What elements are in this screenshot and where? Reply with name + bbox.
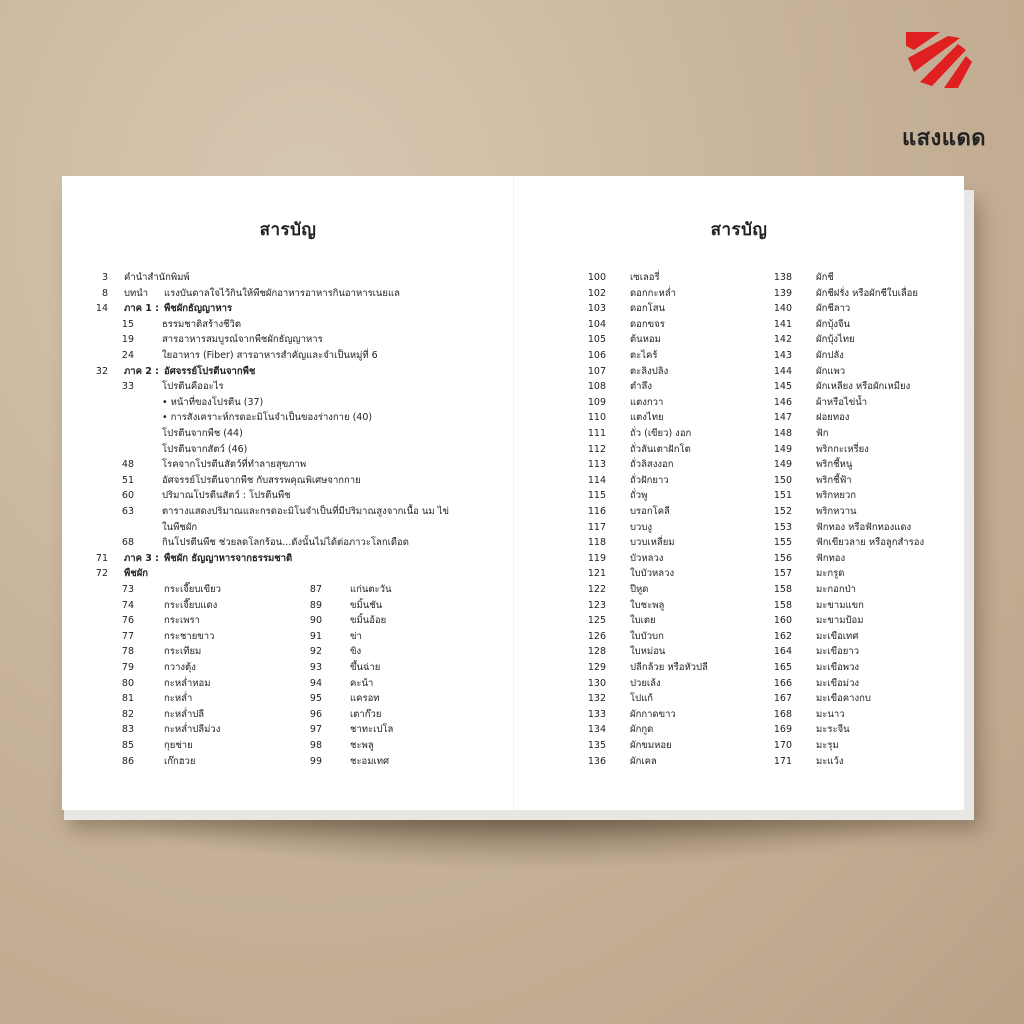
toc-page-number: 15 [121,318,134,330]
toc-entry: ผักชีลาว [816,303,851,315]
toc-entry: กระเทียม [164,646,202,658]
toc-page-number: 119 [587,552,606,564]
toc-page-number: 87 [309,584,322,595]
toc-page-number: 134 [587,724,606,736]
toc-page-number: 113 [587,459,606,471]
toc-entry: ขึ้นฉ่าย [350,662,381,673]
toc-entry: ปลีกล้วย หรือหัวปลี [630,662,708,673]
toc-entry: ภาค 2 : [124,365,159,377]
toc-entry: กะหล่ำปลี [164,708,205,720]
toc-entry: ดอกขจร [630,318,665,330]
toc-entry: พริกหยวก [816,490,857,502]
toc-page-number: 83 [121,724,134,736]
toc-page-number: 110 [587,412,606,424]
toc-entry: ขมิ้นอ้อย [350,615,387,627]
toc-entry: • หน้าที่ของโปรตีน (37) [162,396,264,408]
toc-page-number: 171 [773,755,792,767]
toc-entry: กินโปรตีนพืช ช่วยลดโลกร้อน...ดังนั้นไม่ได้ต่อภาวะโลกเดือด [162,537,409,549]
toc-page-number: 71 [95,552,108,564]
toc-entry: ผักชี [816,272,834,283]
toc-page-number: 140 [773,303,792,315]
toc-page-number: 107 [587,365,606,377]
toc-entry: โปรตีนจากพืช (44) [162,428,243,439]
toc-page-number: 48 [121,459,134,471]
left-page [62,176,514,810]
toc-entry: ฝอยทอง [816,412,850,424]
toc-entry: ในพืชผัก [162,521,198,533]
toc-page-number: 141 [773,318,792,330]
toc-page-number: 168 [773,708,792,720]
toc-entry: บัวหลวง [630,552,664,564]
toc-page-number: 89 [309,599,322,611]
toc-entry: แตงไทย [630,412,664,424]
toc-entry: ธรรมชาติสร้างชีวิต [162,318,242,330]
toc-entry: บทนำ [124,287,149,299]
toc-entry: พริกชี้หนู [816,459,853,471]
toc-page-number: 156 [773,552,792,564]
toc-page-number: 63 [121,506,134,517]
brand-name: แสงแดด [901,126,987,151]
toc-page-number: 135 [587,740,606,751]
toc-entry-title: พืชผักธัญญาหาร [164,303,233,315]
toc-page-number: 118 [587,537,606,549]
toc-page-number: 97 [309,724,322,736]
toc-page-number: 136 [587,755,606,767]
right-page-title: สารบัญ [710,220,768,240]
toc-page-number: 167 [773,693,792,705]
toc-page-number: 125 [587,615,606,627]
toc-entry: พืชผัก [124,568,149,580]
toc-page-number: 157 [773,568,792,580]
brand-logo [880,28,1000,151]
toc-entry: ผักกาดขาว [630,708,676,720]
toc-page-number: 146 [773,396,792,408]
toc-page-number: 128 [587,646,606,658]
toc-entry: ขมิ้นชัน [350,599,383,611]
toc-page-number: 79 [121,662,134,673]
toc-page-number: 162 [773,630,792,642]
toc-page-number: 150 [773,474,792,486]
toc-entry: เตาก๊วย [350,708,382,720]
toc-page-number: 108 [587,381,606,393]
toc-entry: มะแว้ง [816,755,844,767]
toc-entry: ฟักเขียวลาย หรือลูกสำรอง [816,537,925,549]
toc-page-number: 105 [587,334,606,346]
toc-page-number: 102 [587,287,606,299]
toc-entry-title: พืชผัก ธัญญาหารจากธรรมชาติ [164,552,293,564]
toc-entry: ผักขมหอย [630,740,672,751]
toc-page-number: 74 [121,599,134,611]
toc-page-number: 19 [121,334,134,346]
toc-entry: ฟักทอง [816,552,846,564]
toc-entry: ภาค 3 : [124,552,159,564]
toc-page-number: 93 [309,662,322,673]
toc-entry: แก่นตะวัน [350,584,392,595]
toc-page-number: 78 [121,646,134,658]
sunburst-logo-icon [904,28,974,90]
toc-entry: มะนาว [816,708,845,720]
toc-page-number: 169 [773,724,792,736]
toc-page-number: 51 [121,474,134,486]
toc-page-number: 133 [587,708,606,720]
toc-entry-title: อัศจรรย์โปรตีนจากพืช [164,365,256,377]
toc-page-number: 91 [309,630,322,642]
toc-entry: ใบบัวบก [630,630,664,642]
toc-page-number: 170 [773,740,792,751]
toc-entry: เซเลอรี่ [630,272,660,283]
toc-page-number: 115 [587,490,606,502]
toc-page-number: 94 [309,677,322,689]
toc-entry: ถั่ว (เขียว) งอก [630,428,692,439]
toc-page-number: 103 [587,303,606,315]
toc-entry: มะกรูด [816,568,845,580]
toc-page-number: 96 [309,708,322,720]
toc-entry: มะเขือเทศ [816,630,859,642]
toc-entry: ตะไคร้ [630,350,658,361]
toc-page-number: 111 [587,428,606,439]
toc-entry: ปริมาณโปรตีนสัตว์ : โปรตีนพืช [162,490,291,502]
toc-page-number: 166 [773,677,792,689]
toc-entry: มะระจีน [816,724,850,736]
toc-page-number: 3 [101,272,108,283]
toc-page-number: 148 [773,428,792,439]
toc-page-number: 80 [121,677,134,689]
toc-entry: ใบชะพลู [630,599,665,611]
toc-page-number: 114 [587,474,606,486]
toc-entry-title: แรงบันดาลใจไว้กินให้พืชผักอาหารอาหารกินอาหารเนยแล [164,287,400,299]
toc-page-number: 142 [773,334,792,346]
toc-page-number: 77 [121,630,134,642]
toc-entry: ปีหูด [630,584,649,595]
toc-entry: ชะพลู [350,740,374,751]
toc-entry: บวบงู [630,521,653,533]
toc-page-number: 68 [121,537,134,549]
toc-page-number: 76 [121,615,134,627]
toc-entry: ใยอาหาร (Fiber) สารอาหารสำคัญและจำเป็นหมู่ที่ 6 [162,350,378,361]
toc-entry: ดอกกะหล่ำ [630,287,676,299]
toc-page-number: 73 [121,584,134,595]
toc-entry: บวบเหลี่ยม [630,537,675,549]
toc-page-number: 164 [773,646,792,658]
toc-entry: พริกหวาน [816,506,857,517]
toc-entry: ผักบุ้งจีน [816,318,851,330]
toc-entry: คะน้า [350,677,374,689]
toc-page-number: 158 [773,599,792,611]
toc-entry: ชาทะเปโล [350,724,394,736]
toc-entry: ตำลึง [630,381,652,393]
toc-page-number: 24 [121,350,134,361]
toc-entry: อัศจรรย์โปรตีนจากพืช กับสรรพคุณพิเศษจากกาย [162,474,361,486]
toc-entry: กุยช่าย [164,740,193,751]
toc-page-number: 72 [95,568,108,580]
toc-page-number: 98 [309,740,322,751]
toc-entry: พริกกะเหรี่ยง [816,443,869,455]
toc-page-number: 151 [773,490,792,502]
toc-entry: ผักปลัง [816,350,844,361]
toc-entry: มะขามแขก [816,599,864,611]
toc-page-number: 147 [773,412,792,424]
toc-page-number: 14 [95,303,108,315]
toc-entry: โปรตีนจากสัตว์ (46) [162,443,248,455]
toc-entry: กะหล่ำ [164,693,193,705]
toc-page-number: 104 [587,318,606,330]
toc-entry: ใบบัวหลวง [630,568,675,580]
toc-page-number: 155 [773,537,792,549]
toc-page-number: 8 [101,287,108,299]
toc-page-number: 165 [773,662,792,673]
toc-page-number: 32 [95,365,108,377]
toc-entry: มะเขือยาว [816,646,860,658]
toc-entry: โปรตีนคืออะไร [162,381,224,393]
toc-entry: ฟัก [816,428,829,439]
toc-page-number: 106 [587,350,606,361]
toc-entry: กระเจี๊ยบแดง [164,599,218,611]
toc-page-number: 126 [587,630,606,642]
toc-entry: ภาค 1 : [124,303,159,315]
toc-entry: ดอกโสน [630,303,666,315]
toc-entry: แครอท [350,693,380,705]
toc-entry: ผักเคล [630,755,657,767]
toc-entry: ผักเหลียง หรือผักเหมียง [816,381,911,393]
toc-entry: ฟักทอง หรือฟักทองแดง [816,521,912,533]
toc-page-number: 112 [587,443,606,455]
toc-page-number: 138 [773,272,792,283]
toc-entry: พริกชี้ฟ้า [816,474,852,486]
toc-entry: มะเขือคางกบ [816,693,871,705]
toc-page-number: 100 [587,272,606,283]
toc-page-number: 86 [121,755,134,767]
toc-page-number: 109 [587,396,606,408]
toc-entry: ถั่วฝักยาว [630,474,669,486]
toc-entry: โปแก้ [630,693,654,705]
toc-entry: บรอกโคลี [630,506,670,517]
left-page-title: สารบัญ [259,220,317,240]
toc-page-number: 123 [587,599,606,611]
toc-entry: กวางตุ้ง [164,662,196,673]
toc-entry: ตะลิงปลิง [630,365,669,377]
toc-page-number: 132 [587,693,606,705]
toc-entry: มะเขือม่วง [816,677,860,689]
toc-page-number: 153 [773,521,792,533]
toc-page-number: 121 [587,568,606,580]
toc-page-number: 92 [309,646,322,658]
toc-page-number: 129 [587,662,606,673]
right-page [514,176,964,810]
toc-page-number: 145 [773,381,792,393]
toc-entry: ถั่วลิสงงอก [630,459,674,471]
toc-page-number: 95 [309,693,322,705]
toc-entry: กระชายขาว [164,630,215,642]
toc-page-number: 130 [587,677,606,689]
toc-entry: ต้นหอม [630,334,661,346]
toc-entry: กระเพรา [164,615,200,627]
toc-page-number: 81 [121,693,134,705]
toc-page-number: 117 [587,521,606,533]
toc-entry: กะหล่ำหอม [164,677,211,689]
toc-entry: มะเขือพวง [816,662,860,673]
toc-entry: ถั่วพู [630,490,648,502]
toc-entry: โรคจากโปรตีนสัตว์ที่ทำลายสุขภาพ [162,459,307,471]
toc-entry: ผ้าหรือไข่น้ำ [816,396,868,408]
toc-page-number: 160 [773,615,792,627]
toc-page-number: 139 [773,287,792,299]
toc-entry: คำนำสำนักพิมพ์ [124,272,190,283]
toc-page-number: 99 [309,755,322,767]
toc-entry: ตารางแสดงปริมาณและกรดอะมิโนจำเป็นที่มีปริมาณสูงจากเนื้อ นม ไข่ [162,506,449,517]
toc-entry: ข่า [350,630,362,642]
toc-page-number: 82 [121,708,134,720]
toc-entry: ผักแพว [816,365,846,377]
toc-entry: ปวยเล้ง [630,677,661,689]
toc-page-number: 152 [773,506,792,517]
toc-entry: มะรุม [816,740,839,751]
toc-page-number: 90 [309,615,322,627]
toc-page-number: 158 [773,584,792,595]
toc-entry: ผักบุ้งไทย [816,334,855,346]
toc-entry: ผักกูด [630,724,654,736]
toc-entry: กะหล่ำปลีม่วง [164,724,221,736]
toc-entry: สารอาหารสมบูรณ์จากพืชผักธัญญาหาร [162,334,323,346]
toc-page-number: 85 [121,740,134,751]
toc-entry: มะกอกป่า [816,584,856,595]
toc-entry: กระเจี๊ยบเขียว [164,584,222,595]
toc-page-number: 116 [587,506,606,517]
toc-page-number: 143 [773,350,792,361]
toc-page-number: 149 [773,443,792,455]
toc-page-number: 144 [773,365,792,377]
toc-page-number: 149 [773,459,792,471]
toc-page-number: 60 [121,490,134,502]
toc-entry: ใบเตย [630,615,656,627]
toc-entry: ผักชีฝรั่ง หรือผักชีใบเลื่อย [816,287,918,299]
toc-page-number: 33 [121,381,134,393]
toc-entry: • การสังเคราะห์กรดอะมิโนจำเป็นของร่างกาย (40) [162,412,373,424]
toc-entry: เก๊กฮวย [164,755,196,767]
toc-entry: มะขามป้อม [816,615,864,627]
toc-entry: ชะอมเทศ [350,755,390,767]
toc-entry: แตงกวา [630,396,664,408]
toc-page-number: 122 [587,584,606,595]
toc-entry: ใบหม่อน [630,646,666,658]
toc-entry: ขิง [350,646,362,658]
toc-entry: ถั่วลันเตาฝักโต [630,443,691,455]
